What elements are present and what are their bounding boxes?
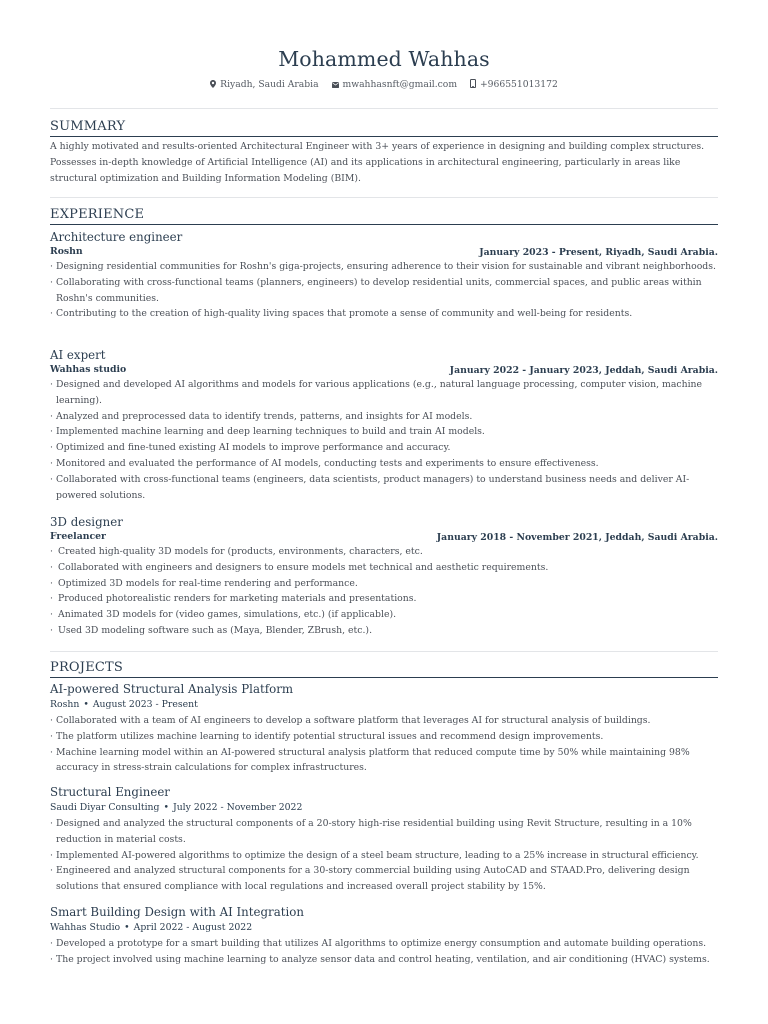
bullet-item: · Contributing to the creation of high-quality living spaces that promote a sense of community and well-being for residents. — [50, 306, 718, 322]
phone-text[interactable]: +966551013172 — [479, 79, 558, 90]
bullet-item: · Created high-quality 3D models for (products, environments, characters, etc. — [50, 544, 718, 560]
bullet-item: · The project involved using machine learning to analyze sensor data and control heating, ventilation, and air conditioning (HVAC) systems. — [50, 952, 718, 968]
bullet-item: · Implemented AI-powered algorithms to optimize the design of a steel beam structure, leading to a 25% increase in structural efficiency. — [50, 848, 718, 864]
bullet-item: · Collaborating with cross-functional teams (planners, engineers) to develop residential units, commercial spaces, and public areas within Roshn's communities. — [50, 275, 718, 307]
contact-email[interactable] — [332, 79, 458, 91]
email-text[interactable]: mwahhasnft@gmail.com — [342, 79, 458, 90]
divider — [50, 651, 718, 652]
phone-icon — [470, 79, 476, 91]
project-dates: July 2022 - November 2022 — [172, 802, 303, 813]
bullet-item: · Collaborated with cross-functional teams (engineers, data scientists, product managers) to understand business needs and deliver AI-powered solutions. — [50, 472, 718, 504]
job-title: AI expert — [50, 348, 106, 362]
employer: Freelancer — [50, 531, 106, 542]
project-dates: August 2023 - Present — [92, 699, 198, 710]
job-dates: January 2018 - November 2021, Jeddah, Saudi Arabia. — [436, 532, 718, 543]
candidate-name: Mohammed Wahhas — [278, 47, 490, 71]
section-title: SUMMARY — [50, 119, 718, 137]
bullet-list — [50, 377, 718, 503]
experience-item — [50, 348, 718, 503]
bullet-list — [50, 713, 718, 776]
job-title: Architecture engineer — [50, 230, 183, 244]
bullet-item: · Optimized and fine-tuned existing AI models to improve performance and accuracy. — [50, 440, 718, 456]
bullet-item: · Produced photorealistic renders for marketing materials and presentations. — [50, 591, 718, 607]
projects-section — [50, 660, 718, 678]
divider — [50, 197, 718, 198]
bullet-item: · Monitored and evaluated the performance of AI models, conducting tests and experiments to ensure effectiveness. — [50, 456, 718, 472]
section-title: EXPERIENCE — [50, 207, 718, 225]
bullet-item: · Used 3D modeling software such as (Maya, Blender, ZBrush, etc.). — [50, 623, 718, 639]
job-title: 3D designer — [50, 515, 123, 529]
contact-phone[interactable] — [470, 79, 558, 91]
summary-text: A highly motivated and results-oriented Architectural Engineer with 3+ years of experience in designing and building complex structures. Possesses in-depth knowledge of Artificial Intelligence (AI) and its applications in architectural engineering, particularly in areas like structural optimization and Building Information Modeling (BIM). — [50, 141, 705, 185]
envelope-icon — [332, 80, 339, 91]
bullet-list — [50, 259, 718, 322]
employer: Wahhas studio — [50, 364, 127, 375]
experience-section — [50, 207, 718, 225]
employer: Roshn — [50, 246, 83, 257]
project-item: Structural Engineer Saudi Diyar Consulting • July 2022 - November 2022 · Designed and analyzed the structural components of a 20-story high-rise residential building using Revit Structure, resulting in a 10% reduction in material costs. · Implemented AI-powered algorithms to optimize the design of a steel beam structure, leading to a 25% increase in structural efficiency. · Engineered and analyzed structural components for a 30-story commercial building using AutoCAD and STAAD.Pro, delivering design solutions that ensured compliance with local regulations and increased overall project stability by 15%. — [50, 785, 718, 895]
bullet-item: · Collaborated with engineers and designers to ensure models met technical and aesthetic requirements. — [50, 560, 718, 576]
contact-line — [50, 79, 718, 91]
map-pin-icon — [210, 80, 216, 91]
bullet-item: · Designed and analyzed the structural components of a 20-story high-rise residential building using Revit Structure, resulting in a 10% reduction in material costs. — [50, 816, 718, 848]
project-org: Roshn — [50, 699, 80, 710]
experience-item — [50, 230, 718, 322]
location-text: Riyadh, Saudi Arabia — [220, 79, 319, 90]
bullet-item: · Engineered and analyzed structural components for a 30-story commercial building using AutoCAD and STAAD.Pro, delivering design solutions that ensured compliance with local regulations and increased overall project stability by 15%. — [50, 863, 718, 895]
project-org: Saudi Diyar Consulting — [50, 802, 160, 813]
project-item: Smart Building Design with AI Integration Wahhas Studio • April 2022 - August 2022 · Developed a prototype for a smart building that utilizes AI algorithms to optimize energy consumption and automate building operations. · The project involved using machine learning to analyze sensor data and control heating, ventilation, and air conditioning (HVAC) systems. — [50, 905, 718, 968]
bullet-list — [50, 936, 718, 968]
bullet-item: · Animated 3D models for (video games, simulations, etc.) (if applicable). — [50, 607, 718, 623]
contact-location — [210, 79, 318, 91]
project-item: AI-powered Structural Analysis Platform Roshn • August 2023 - Present · Collaborated with a team of AI engineers to develop a software platform that leverages AI for structural analysis of buildings. · The platform utilizes machine learning to identify potential structural issues and recommend design improvements. · Machine learning model within an AI-powered structural analysis platform that reduced compute time by 50% while maintaining 98% accuracy in stress-strain calculations for complex infrastructures. — [50, 682, 718, 776]
project-name: Structural Engineer — [50, 785, 170, 799]
summary-section — [50, 119, 718, 187]
bullet-item: · Optimized 3D models for real-time rendering and performance. — [50, 576, 718, 592]
bullet-item: · Analyzed and preprocessed data to identify trends, patterns, and insights for AI models. — [50, 409, 718, 425]
project-name: AI-powered Structural Analysis Platform — [50, 682, 294, 696]
bullet-item: · Implemented machine learning and deep learning techniques to build and train AI models. — [50, 424, 718, 440]
divider — [50, 108, 718, 109]
experience-item — [50, 515, 718, 639]
bullet-item: · Collaborated with a team of AI engineers to develop a software platform that leverages AI for structural analysis of buildings. — [50, 713, 718, 729]
bullet-item: · Designed and developed AI algorithms and models for various applications (e.g., natural language processing, computer vision, machine learning). — [50, 377, 718, 409]
bullet-list — [50, 544, 718, 639]
bullet-item: · Developed a prototype for a smart building that utilizes AI algorithms to optimize energy consumption and automate building operations. — [50, 936, 718, 952]
section-title: PROJECTS — [50, 660, 718, 678]
project-dates: April 2022 - August 2022 — [133, 922, 253, 933]
bullet-item: · The platform utilizes machine learning to identify potential structural issues and recommend design improvements. — [50, 729, 718, 745]
bullet-item: · Designing residential communities for Roshn's giga-projects, ensuring adherence to their vision for sustainable and vibrant neighborhoods. — [50, 259, 718, 275]
job-dates: January 2022 - January 2023, Jeddah, Saudi Arabia. — [449, 365, 718, 376]
bullet-list — [50, 816, 718, 895]
project-name: Smart Building Design with AI Integration — [50, 905, 304, 919]
project-org: Wahhas Studio — [50, 922, 121, 933]
bullet-item: · Machine learning model within an AI-powered structural analysis platform that reduced compute time by 50% while maintaining 98% accuracy in stress-strain calculations for complex infrastructures. — [50, 745, 718, 777]
job-dates: January 2023 - Present, Riyadh, Saudi Arabia. — [479, 247, 718, 258]
